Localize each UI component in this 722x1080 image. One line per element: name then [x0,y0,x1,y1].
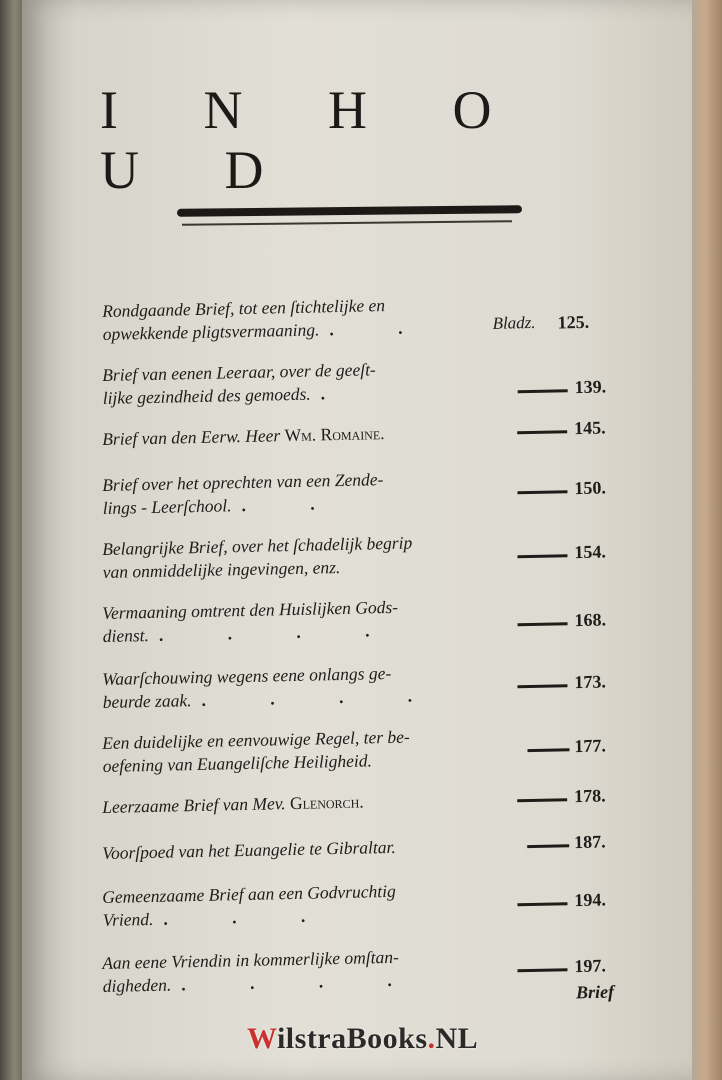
entry-title: Aan eene Vriendin in kommerlijke omſtan- digheden. . . . . [102,946,423,996]
entry-title: Waarſchouwing wegens eene onlangs ge- beurde zaak. . . . . [102,662,443,712]
leader-dash [517,554,567,558]
book-right-edge [692,0,722,1080]
page-number: 145. [573,417,606,439]
leader-dash [517,798,567,802]
toc-entry [102,941,643,1022]
page-number: 173. [574,671,607,693]
entry-title: Een duidelijke en eenvouwige Regel, ter be- oefening van Euangeliſche Heiligheid. [102,726,410,776]
entry-title: Gemeenzaame Brief aan een Godvruchtig Vriend. . . . [102,880,396,930]
entry-title: Brief over het oprechten van een Zende- lings - Leerſchool. . . [102,469,384,518]
page-number: 154. [574,541,607,563]
page-number: 187. [573,831,606,853]
entry-title: Brief van eenen Leeraar, over de geeſt- lijke gezindheid des gemoeds. . [102,359,376,408]
leader-dash [517,968,567,972]
book-left-edge [0,0,24,1080]
leader-dash [517,430,567,434]
watermark: WilstraBooks.NL [247,1022,479,1055]
entry-title: Leerzaame Brief van Mev. Glenorch. [102,791,364,817]
leader-dash [517,490,567,494]
leader-dash [518,622,568,626]
page-number: 139. [574,376,607,398]
page-number: 168. [574,609,607,631]
catchword: Brief [575,981,615,1003]
page-heading: I N H O U D [100,80,528,200]
leader-dash [517,902,567,906]
heading-rule-thin [182,220,512,225]
page-number: 125. [557,311,590,333]
book-page [22,0,698,1080]
page-number: 150. [574,477,607,499]
leader-dash [527,844,569,848]
heading-rule [177,205,522,217]
leader-dash [517,684,567,688]
entry-title: Voorſpoed van het Euangelie te Gibraltar. [102,836,396,863]
page-number: 197. [574,955,607,977]
entry-title: Vermaaning omtrent den Huislijken Gods- dienst. . . . . [102,596,400,646]
leader-dash [518,389,568,393]
page-number: 178. [573,785,606,807]
leader-dash [527,748,569,752]
entry-title: Brief van den Eerw. Heer Wm. Romaine. [102,423,385,449]
page-number: 177. [574,735,607,757]
entry-title: Rondgaande Brief, tot een ſtichtelijke en opwekkende pligtsvermaaning. . . [102,295,433,344]
bladz-label: Bladz. [492,312,536,333]
entry-title: Belangrijke Brief, over het ſchadelijk begrip van onmiddelijke ingevingen, enz. [102,532,413,582]
page-number: 194. [574,889,607,911]
